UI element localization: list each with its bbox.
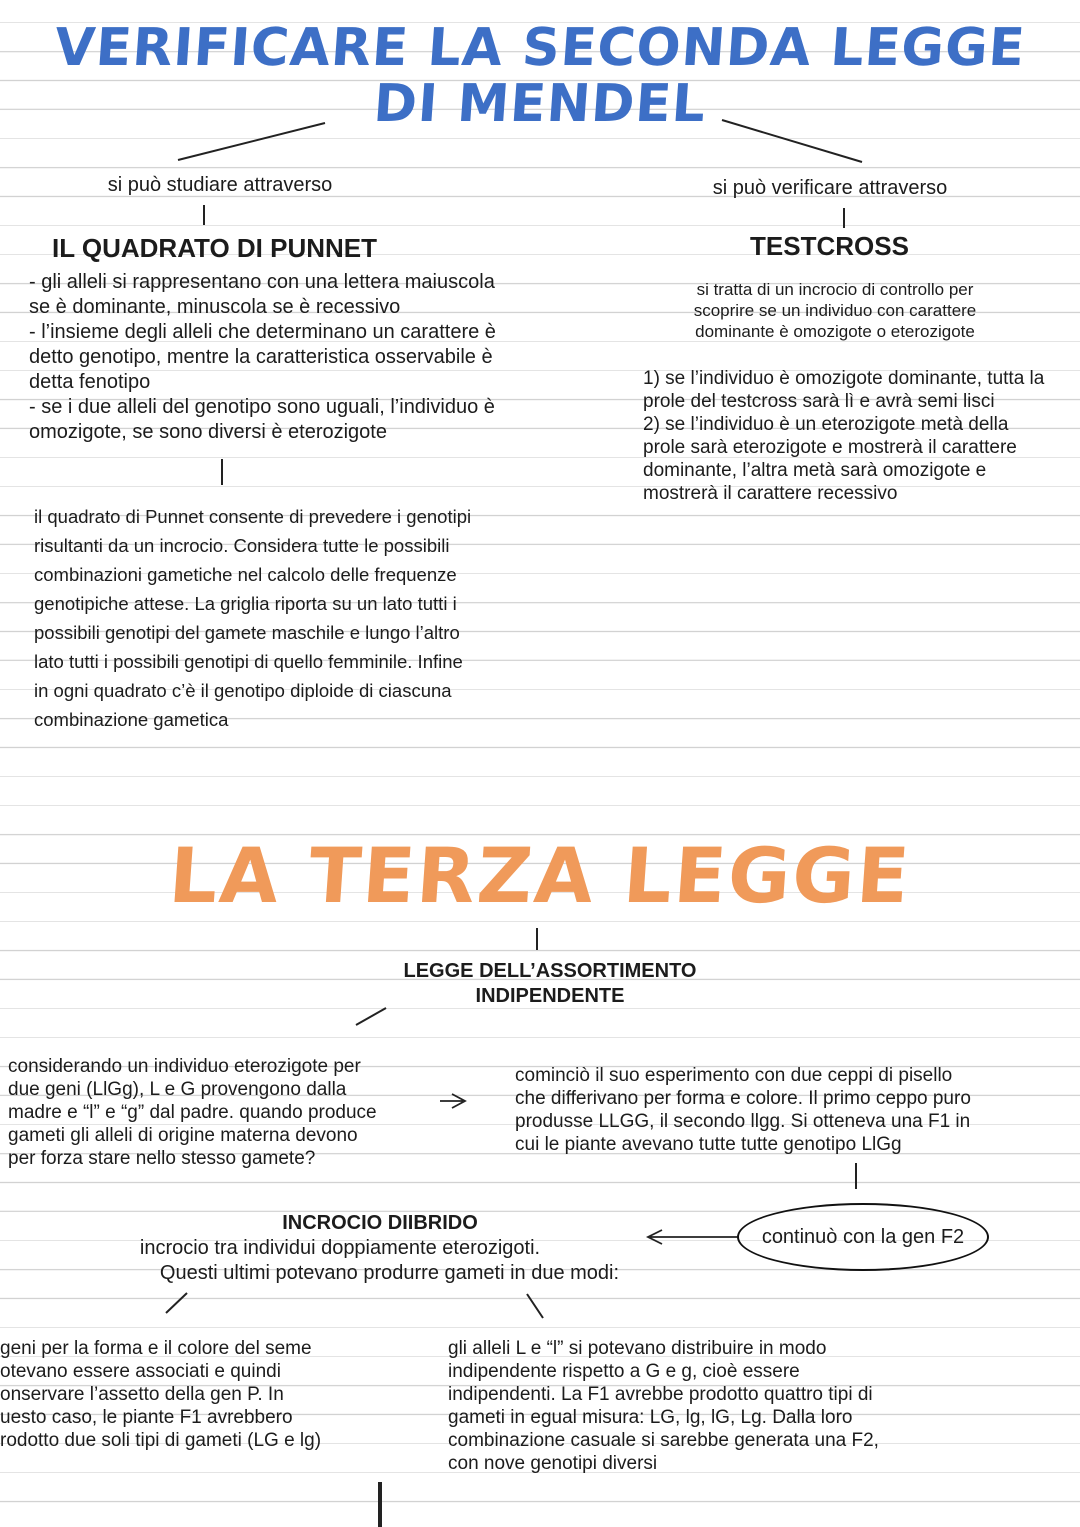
dihybrid-line2: Questi ultimi potevano produrre gameti in due modi:	[159, 1262, 620, 1284]
option-a-line: onservare l’assetto della gen P. In	[0, 1384, 284, 1405]
paragraph-line: genotipiche attese. La griglia riporta su un lato tutti i	[34, 593, 457, 614]
option-b-line: gli alleli L e “l” si potevano distribuire in modo	[448, 1338, 827, 1359]
section1-title-line1: VERIFICARE LA SECONDA LEGGE	[52, 18, 1028, 78]
option-b-line: combinazione casuale si sarebbe generata una F2,	[448, 1430, 879, 1451]
paragraph-line: combinazioni gametiche nel calcolo delle frequenze	[34, 564, 457, 585]
branch-line-law	[356, 1008, 386, 1025]
bullet-line: - l’insieme degli alleli che determinano un carattere è	[29, 321, 496, 343]
bullet-line: omozigote, se sono diversi è eterozigote	[29, 421, 387, 443]
option-b-line: con nove genotipi diversi	[448, 1453, 658, 1474]
point-line: 1) se l’individuo è omozigote dominante, tutta la	[643, 368, 1045, 389]
experiment-text	[515, 1064, 971, 1156]
option-a-line: rodotto due soli tipi di gameti (LG e lg)	[0, 1430, 322, 1451]
right-arrow-icon	[440, 1094, 465, 1108]
testcross-points	[643, 367, 1044, 505]
definition-line: si tratta di un incrocio di controllo per	[696, 280, 974, 299]
paragraph-line: combinazione gametica	[34, 709, 229, 730]
section1-title-line2: DI MENDEL	[371, 74, 709, 134]
question-line: per forza stare nello stesso gamete?	[8, 1148, 316, 1169]
oval-label: continuò con la gen F2	[761, 1225, 965, 1248]
option-a-text	[0, 1337, 321, 1452]
option-b-line: indipendente rispetto a G e g, cioè essere	[448, 1361, 800, 1382]
experiment-line: che differivano per forma e colore. Il primo ceppo puro	[515, 1088, 971, 1109]
option-b-line: indipendenti. La F1 avrebbe prodotto quattro tipi di	[448, 1384, 873, 1405]
point-line: 2) se l’individuo è un eterozigote metà della	[643, 414, 1009, 435]
tick-left-2	[221, 459, 223, 485]
paragraph-line: in ogni quadrato c’è il genotipo diploide di ciascuna	[34, 680, 452, 701]
dihybrid-heading: INCROCIO DIIBRIDO	[282, 1212, 478, 1234]
option-a-line: uesto caso, le piante F1 avrebbero	[0, 1407, 293, 1428]
point-line: dominante, l’altra metà sarà omozigote e	[643, 460, 987, 481]
dihybrid-line1: incrocio tra individui doppiamente eterozigoti.	[139, 1237, 541, 1259]
bullet-line: - se i due alleli del genotipo sono uguali, l’individuo è	[29, 396, 495, 418]
law-name	[350, 959, 750, 1009]
bullet-line: detta fenotipo	[29, 371, 151, 393]
question-line: madre e “l” e “g” dal padre. quando produce	[8, 1102, 377, 1123]
bullet-line: se è dominante, minuscola se è recessivo	[29, 296, 401, 318]
question-line: gameti gli alleli di origine materna devono	[8, 1125, 358, 1146]
bullet-line: detto genotipo, mentre la caratteristica osservabile è	[29, 346, 493, 368]
bullet-line: - gli alleli si rappresentano con una lettera maiuscola	[29, 271, 495, 293]
paragraph-line: possibili genotipi del gamete maschile e lungo l’altro	[34, 622, 460, 643]
tick-experiment	[855, 1163, 857, 1189]
question-line: due geni (LlGg), L e G provengono dalla	[8, 1079, 347, 1100]
tick-right-1	[843, 208, 845, 228]
testcross-definition	[660, 279, 1010, 342]
definition-line: dominante è omozigote o eterozigote	[695, 322, 975, 341]
experiment-line: produsse LLGG, il secondo llgg. Si otteneva una F1 in	[515, 1111, 971, 1132]
question-text	[8, 1055, 377, 1170]
option-b-line: gameti in egual misura: LG, lg, lG, Lg. Dalla loro	[448, 1407, 853, 1428]
branch-line-option-b	[527, 1294, 543, 1318]
experiment-line: cui le piante avevano tutte tutte genotipo LlGg	[515, 1134, 902, 1155]
option-b-text	[448, 1337, 879, 1475]
paragraph-line: il quadrato di Punnet consente di prevedere i genotipi	[34, 506, 472, 527]
section2-title: LA TERZA LEGGE	[166, 831, 914, 920]
point-line: mostrerà il carattere recessivo	[643, 483, 898, 504]
right-intro: si può verificare attraverso	[712, 177, 948, 199]
definition-line: scoprire se un individuo con carattere	[693, 301, 977, 320]
experiment-line: cominciò il suo esperimento con due ceppi di pisello	[515, 1065, 953, 1086]
paragraph-line: risultanti da un incrocio. Considera tutte le possibili	[34, 535, 450, 556]
branch-line-option-a	[166, 1293, 187, 1313]
law-name-line1: LEGGE DELL’ASSORTIMENTO	[403, 960, 697, 982]
option-a-line: geni per la forma e il colore del seme	[0, 1338, 312, 1359]
question-line: considerando un individuo eterozigote per	[8, 1056, 361, 1077]
paragraph-line: lato tutti i possibili genotipi di quello femminile. Infine	[34, 651, 463, 672]
punnet-paragraph	[34, 502, 471, 734]
dihybrid-block	[100, 1211, 680, 1286]
left-intro: si può studiare attraverso	[107, 174, 333, 196]
tick-bottom	[378, 1482, 382, 1527]
punnet-bullets	[29, 270, 496, 445]
tick-left-1	[203, 205, 205, 225]
f2-oval	[737, 1203, 989, 1271]
option-a-line: otevano essere associati e quindi	[0, 1361, 281, 1382]
punnet-heading: IL QUADRATO DI PUNNET	[52, 233, 378, 263]
tick-law	[536, 928, 538, 950]
point-line: prole del testcross sarà lì e avrà semi lisci	[643, 391, 995, 412]
point-line: prole sarà eterozigote e mostrerà il carattere	[643, 437, 1017, 458]
law-name-line2: INDIPENDENTE	[475, 985, 625, 1007]
testcross-heading: TESTCROSS	[750, 231, 909, 261]
